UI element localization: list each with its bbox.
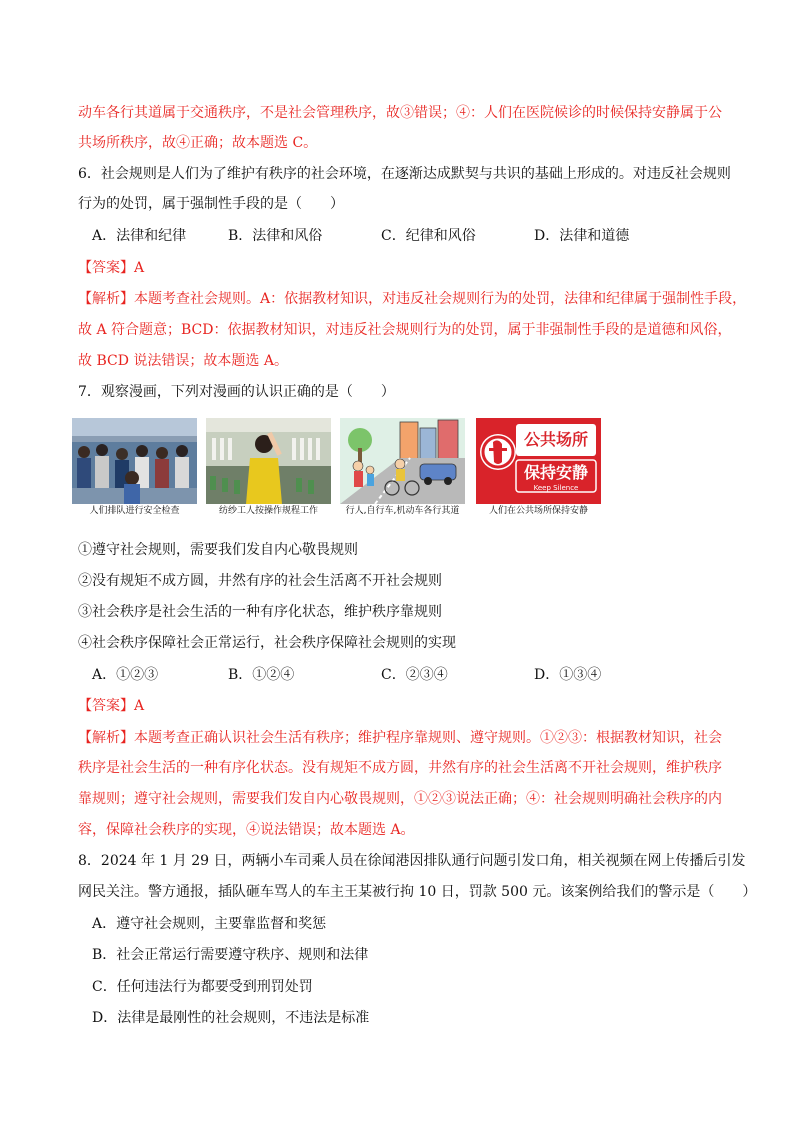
q6-option-c: C．纪律和风俗 — [381, 228, 476, 244]
prev-explanation-line: 共场所秩序，故④正确；故本题选 C。 — [78, 135, 318, 151]
sign-english: Keep Silence — [533, 484, 579, 492]
sign-title: 公共场所 — [523, 430, 588, 449]
q7-option-b: B．①②④ — [228, 667, 295, 683]
q7-statement: ①遵守社会规则，需要我们发自内心敬畏规则 — [78, 542, 358, 558]
q7-option-d: D．①③④ — [534, 667, 602, 683]
traffic-cartoon-illustration — [340, 418, 465, 504]
caption-traffic: 行人,自行车,机动车各行其道 — [345, 506, 460, 516]
q7-statement: ④社会秩序保障社会正常运行，社会秩序保障社会规则的实现 — [78, 635, 456, 651]
textile-factory-illustration — [206, 418, 331, 504]
sign-subtitle: 保持安静 — [523, 463, 588, 482]
q8-stem: 8．2024 年 1 月 29 日，两辆小车司乘人员在徐闻港因排队通行问题引发口角，相关视频在网上传播后引发 — [78, 853, 746, 869]
q7-option-a: A．①②③ — [92, 667, 159, 683]
q7-explanation: 【解析】本题考查正确认识社会生活有秩序；维护程序靠规则、遵守规则。①②③：根据教材知识，社会 — [78, 730, 722, 746]
q6-option-a: A．法律和纪律 — [92, 228, 187, 244]
q6-answer: 【答案】A — [78, 260, 145, 276]
caption-security-check: 人们排队进行安全检查 — [89, 506, 180, 516]
q6-stem: 6．社会规则是人们为了维护有秩序的社会环境，在逐渐达成默契与共识的基础上形成的。对违反社会规则 — [78, 166, 731, 182]
security-check-illustration — [72, 418, 197, 504]
q7-statement: ②没有规矩不成方圆，井然有序的社会生活离不开社会规则 — [78, 573, 442, 589]
q8-option-b: B．社会正常运行需要遵守秩序、规则和法律 — [92, 947, 369, 963]
q7-answer: 【答案】A — [78, 698, 145, 714]
q6-explanation: 故 A 符合题意；BCD：依据教材知识，对违反社会规则行为的处罚，属于非强制性手段的是道德和风俗， — [78, 322, 732, 338]
q7-explanation: 靠规则；遵守社会规则，需要我们发自内心敬畏规则，①②③说法正确；④：社会规则明确社会秩序的内 — [78, 791, 722, 807]
q8-stem: 网民关注。警方通报，插队砸车骂人的车主王某被行拘 10 日，罚款 500 元。该案例给我们的警示是（ ） — [78, 884, 757, 900]
q6-option-d: D．法律和道德 — [534, 228, 630, 244]
q8-option-d: D．法律是最刚性的社会规则，不违法是标准 — [92, 1010, 370, 1026]
prev-explanation-line: 动车各行其道属于交通秩序，不是社会管理秩序，故③错误；④：人们在医院候诊的时候保持安静属于公 — [78, 105, 722, 121]
caption-textile-workers: 纺纱工人按操作规程工作 — [218, 506, 318, 516]
caption-keep-silence: 人们在公共场所保持安静 — [488, 506, 588, 516]
photo-textile-workers — [206, 418, 331, 518]
q8-option-c: C．任何违法行为都要受到刑罚处罚 — [92, 979, 313, 995]
q7-stem: 7．观察漫画，下列对漫画的认识正确的是（ ） — [78, 384, 395, 400]
q6-explanation: 故 BCD 说法错误；故本题选 A。 — [78, 353, 288, 369]
q7-explanation: 秩序是社会生活的一种有序化状态。没有规矩不成方圆，井然有序的社会生活离不开社会规则，维护秩序 — [78, 760, 722, 776]
q7-statement: ③社会秩序是社会生活的一种有序化状态，维护秩序靠规则 — [78, 604, 442, 620]
cartoon-traffic — [340, 418, 465, 518]
q7-explanation: 容，保障社会秩序的实现，④说法错误；故本题选 A。 — [78, 822, 415, 838]
sign-keep-silence — [476, 418, 601, 518]
photo-security-check — [72, 418, 197, 518]
q7-option-c: C．②③④ — [381, 667, 448, 683]
q6-stem: 行为的处罚，属于强制性手段的是（ ） — [78, 196, 344, 212]
q8-option-a: A．遵守社会规则，主要靠监督和奖惩 — [92, 916, 327, 932]
q6-explanation: 【解析】本题考查社会规则。A：依据教材知识，对违反社会规则行为的处罚，法律和纪律属于强制性手段， — [78, 291, 747, 307]
q6-option-b: B．法律和风俗 — [228, 228, 323, 244]
